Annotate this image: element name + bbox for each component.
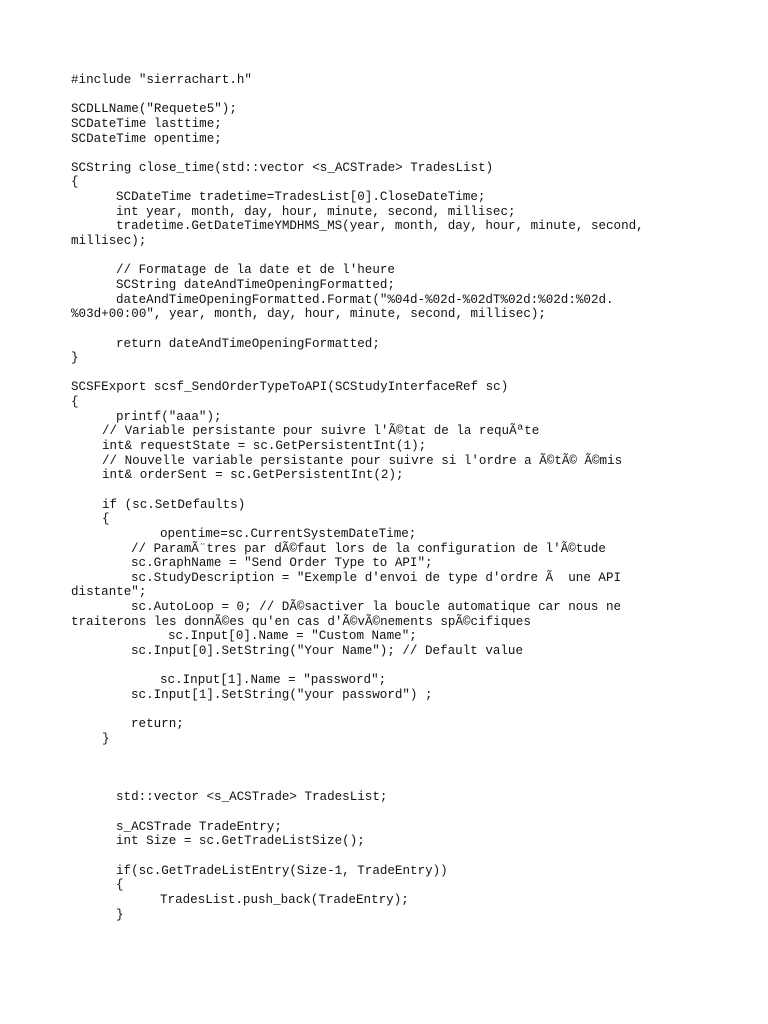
blank-line (71, 249, 751, 264)
code-line: printf("aaa"); (116, 409, 222, 424)
blank-line (71, 146, 751, 161)
code-comment: // Variable persistante pour suivre l'Ã©tat de la requÃªte (102, 424, 540, 439)
code-line: SCString dateAndTimeOpeningFormatted; (116, 277, 395, 292)
code-line: } (102, 731, 110, 746)
code-line: dateAndTimeOpeningFormatted.Format("%04d-%02d-%02dT%02d:%02d:%02d. (116, 292, 614, 307)
code-line: SCDateTime opentime; (71, 131, 222, 146)
code-line: SCSFExport scsf_SendOrderTypeToAPI(SCStudyInterfaceRef sc) (71, 380, 509, 395)
blank-line (71, 849, 751, 864)
code-line: #include "sierrachart.h" (71, 73, 252, 87)
code-line: int year, month, day, hour, minute, second, millisec; (116, 204, 516, 219)
code-line: SCDateTime lasttime; (71, 116, 222, 131)
code-line: distante"; (71, 585, 147, 600)
code-line: { (71, 175, 79, 190)
code-line: return dateAndTimeOpeningFormatted; (116, 336, 380, 351)
code-line: s_ACSTrade TradeEntry; (116, 819, 282, 834)
blank-line (71, 746, 751, 761)
blank-line (71, 761, 751, 776)
code-line: opentime=sc.CurrentSystemDateTime; (160, 526, 417, 541)
code-line: } (71, 351, 79, 366)
code-line: tradetime.GetDateTimeYMDHMS_MS(year, month, day, hour, minute, second, (116, 219, 644, 234)
blank-line (71, 483, 751, 498)
code-comment: // ParamÃ¨tres par dÃ©faut lors de la configuration de l'Ã©tude (131, 541, 606, 556)
code-line: millisec); (71, 234, 147, 249)
code-line: int Size = sc.GetTradeListSize(); (116, 834, 365, 849)
blank-line (71, 322, 751, 337)
code-line: int& requestState = sc.GetPersistentInt(1); (102, 439, 427, 454)
code-line: SCString close_time(std::vector <s_ACSTrade> TradesList) (71, 160, 494, 175)
blank-line (71, 366, 751, 381)
code-line: int& orderSent = sc.GetPersistentInt(2); (102, 468, 404, 483)
code-line: %03d+00:00", year, month, day, hour, minute, second, millisec); (71, 307, 546, 322)
code-line: if (sc.SetDefaults) (102, 497, 246, 512)
blank-line (71, 703, 751, 718)
blank-line (71, 659, 751, 674)
code-line: sc.Input[0].SetString("Your Name"); // Default value (131, 643, 524, 658)
code-line: { (71, 395, 79, 410)
code-line: SCDLLName("Requete5"); (71, 102, 237, 117)
code-line: traiterons les donnÃ©es qu'en cas d'Ã©vÃ©nements spÃ©cifiques (71, 614, 531, 629)
code-line: sc.StudyDescription = "Exemple d'envoi de type d'ordre Ã une API (131, 570, 622, 585)
code-line: } (116, 907, 124, 922)
code-line: return; (131, 717, 184, 732)
code-line: sc.Input[0].Name = "Custom Name"; (168, 629, 417, 644)
blank-line (71, 805, 751, 820)
code-line: sc.GraphName = "Send Order Type to API"; (131, 556, 433, 571)
code-line: sc.Input[1].SetString("your password") ; (131, 687, 433, 702)
code-line: { (102, 512, 110, 527)
code-comment: // Formatage de la date et de l'heure (116, 263, 395, 278)
code-line: TradesList.push_back(TradeEntry); (160, 892, 409, 907)
code-comment: // Nouvelle variable persistante pour suivre si l'ordre a Ã©tÃ© Ã©mis (102, 453, 623, 468)
code-line: SCDateTime tradetime=TradesList[0].CloseDateTime; (116, 190, 486, 205)
code-line: sc.AutoLoop = 0; // DÃ©sactiver la boucle automatique car nous ne (131, 600, 622, 615)
code-line: std::vector <s_ACSTrade> TradesList; (116, 790, 388, 805)
blank-line (71, 88, 751, 103)
code-line: if(sc.GetTradeListEntry(Size-1, TradeEntry)) (116, 863, 448, 878)
code-line: sc.Input[1].Name = "password"; (160, 673, 387, 688)
code-listing (71, 73, 751, 922)
code-line: { (116, 878, 124, 893)
blank-line (71, 776, 751, 791)
